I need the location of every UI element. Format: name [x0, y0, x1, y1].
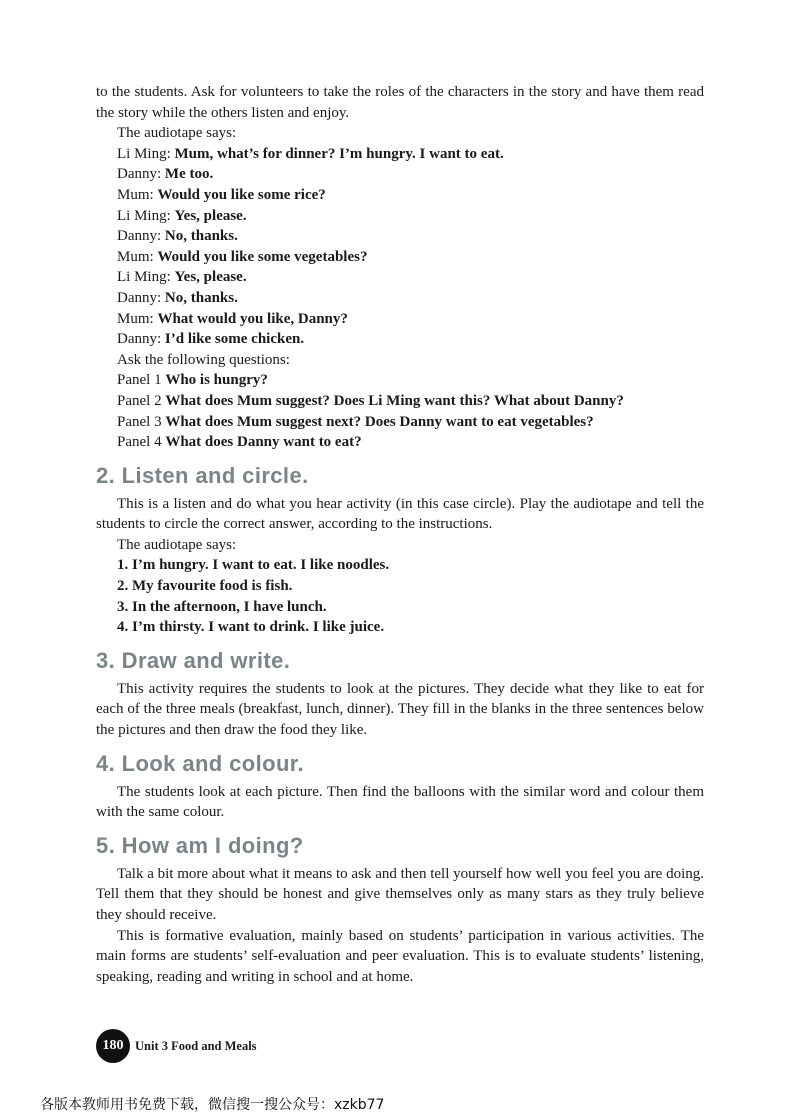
audio-item: 2. My favourite food is fish.	[117, 578, 293, 595]
section3-paragraph: This activity requires the students to look at the pictures. They decide what they like to eat for each of the three meals (breakfast, lunch, dinner). They fill in the blanks in the three sentences below the pictures and then draw the food they like.	[96, 680, 704, 739]
dialogue-line: Danny: No, thanks.	[117, 289, 238, 306]
dialogue-line: Danny: I’d like some chicken.	[117, 331, 305, 348]
section-heading-how-am-i-doing: 5. How am I doing?	[96, 832, 304, 858]
audio-item: 1. I’m hungry. I want to eat. I like noodles.	[117, 557, 390, 574]
section-heading-listen-and-circle: 2. Listen and circle.	[96, 462, 309, 488]
section-heading-look-and-colour: 4. Look and colour.	[96, 750, 305, 776]
panel-question: Panel 3 What does Mum suggest next? Does Danny want to eat vegetables?	[117, 413, 594, 430]
audio-label: The audiotape says:	[117, 125, 237, 142]
panel-question: Panel 1 Who is hungry?	[117, 372, 268, 389]
dialogue-line: Li Ming: Yes, please.	[117, 207, 247, 224]
audio-item: 4. I’m thirsty. I want to drink. I like juice.	[117, 619, 385, 636]
download-note: 各版本教师用书免费下载，微信搜一搜公众号：xzkb77	[40, 1097, 385, 1113]
audio-label: The audiotape says:	[117, 536, 237, 553]
section-heading-draw-and-write: 3. Draw and write.	[96, 647, 291, 673]
dialogue-line: Li Ming: Yes, please.	[117, 269, 247, 286]
page-content	[96, 82, 704, 987]
dialogue-line: Mum: Would you like some rice?	[117, 186, 326, 203]
dialogue-line: Danny: Me too.	[117, 166, 214, 183]
section5-paragraph-2: This is formative evaluation, mainly based on students’ participation in various activities. The main forms are students’ self-evaluation and peer evaluation. This is to evaluate students’ listening, speaking, reading and writing in school and at home.	[96, 927, 704, 985]
dialogue-line: Li Ming: Mum, what’s for dinner? I’m hungry. I want to eat.	[117, 145, 504, 162]
questions-label: Ask the following questions:	[117, 351, 290, 368]
audio-item: 3. In the afternoon, I have lunch.	[117, 598, 327, 615]
section4-paragraph: The students look at each picture. Then find the balloons with the similar word and colour them with the same colour.	[96, 783, 704, 821]
panel-question: Panel 4 What does Danny want to eat?	[117, 434, 362, 451]
unit-label: Unit 3 Food and Meals	[135, 1038, 257, 1053]
section5-paragraph-1: Talk a bit more about what it means to ask and then tell yourself how well you feel you are doing. Tell them that they should be honest and give themselves only as many stars as they truly believe they should receive.	[96, 865, 704, 923]
dialogue-line: Danny: No, thanks.	[117, 228, 238, 245]
section2-paragraph: This is a listen and do what you hear activity (in this case circle). Play the audiotape and tell the students to circle the correct answer, according to the instructions.	[96, 495, 704, 533]
page-number-badge: 180	[96, 1029, 130, 1063]
dialogue-line: Mum: What would you like, Danny?	[117, 310, 348, 327]
panel-question: Panel 2 What does Mum suggest? Does Li Ming want this? What about Danny?	[117, 392, 624, 409]
dialogue-line: Mum: Would you like some vegetables?	[117, 248, 368, 265]
intro-paragraph: to the students. Ask for volunteers to take the roles of the characters in the story and have them read the story while the others listen and enjoy.	[96, 84, 704, 121]
page-footer	[96, 1029, 257, 1063]
